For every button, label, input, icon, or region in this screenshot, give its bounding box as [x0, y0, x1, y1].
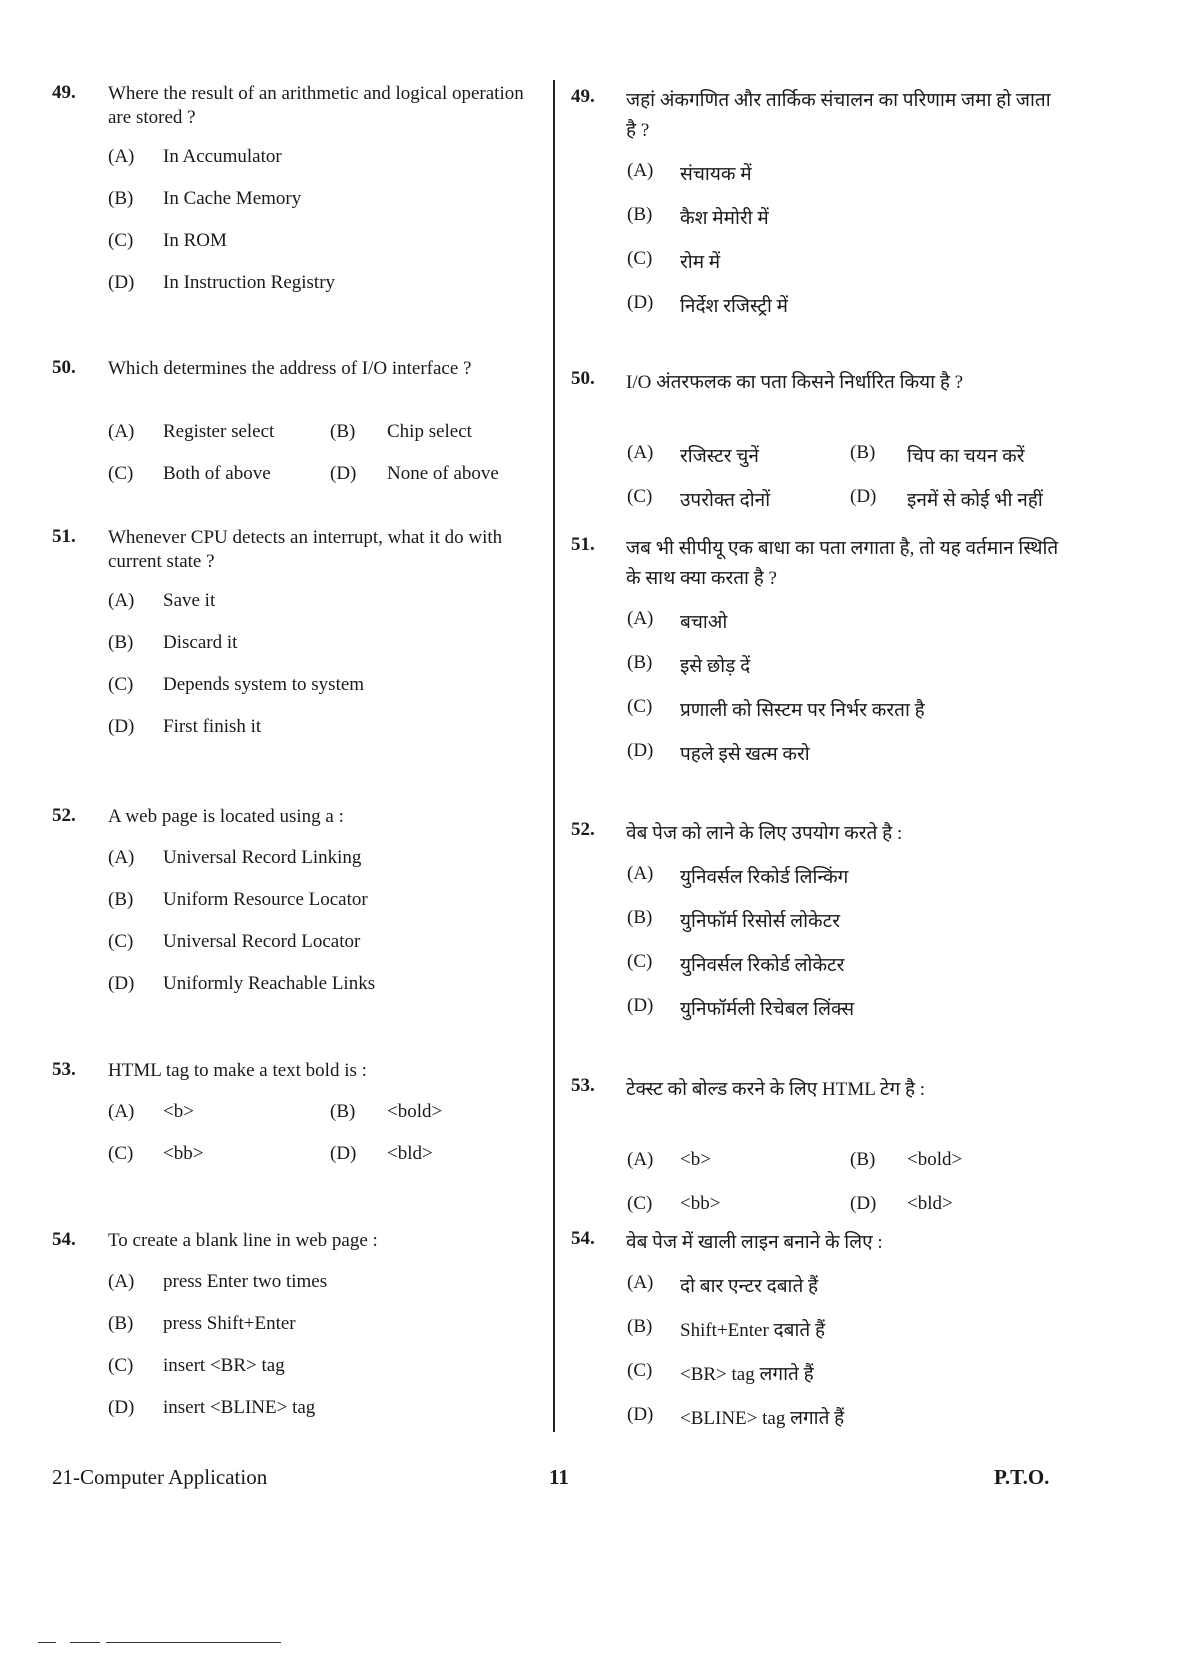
option-text: Uniformly Reachable Links [163, 973, 376, 994]
option-label: (B) [627, 1316, 653, 1337]
question-number: 51. [571, 534, 595, 555]
option-label: (C) [627, 486, 653, 507]
option-label: (C) [627, 1360, 653, 1381]
option-label: (B) [850, 442, 876, 463]
question-number: 49. [571, 86, 595, 107]
option-label: (A) [108, 590, 135, 611]
question-text: Where the result of an arithmetic and logical operation are stored ? [108, 83, 524, 128]
option-text: Both of above [163, 463, 271, 484]
pto-label: P.T.O. [994, 1465, 1050, 1489]
question-text: जहां अंकगणित और तार्किक संचालन का परिणाम जमा हो जाता है ? [626, 90, 1051, 141]
option-label: (A) [627, 160, 654, 181]
option-label: (D) [627, 995, 654, 1016]
option-label: (A) [627, 608, 654, 629]
option-label: (B) [850, 1149, 876, 1170]
option-label: (B) [627, 907, 653, 928]
option-text: insert <BLINE> tag [163, 1397, 316, 1418]
option-text: <bold> [387, 1101, 443, 1122]
option-label: (A) [627, 1149, 654, 1170]
option-text: press Enter two times [163, 1271, 328, 1292]
option-text: युनिफॉर्मली रिचेबल लिंक्स [680, 999, 855, 1020]
question-number: 53. [52, 1059, 76, 1080]
option-text: Depends system to system [163, 674, 365, 695]
option-text: <BLINE> tag लगाते हैं [680, 1408, 845, 1429]
question-text: वेब पेज को लाने के लिए उपयोग करते है : [626, 823, 903, 844]
option-text: दो बार एन्टर दबाते हैं [680, 1276, 819, 1297]
option-text: <bld> [387, 1143, 433, 1164]
option-label: (A) [627, 1272, 654, 1293]
option-label: (D) [627, 740, 654, 761]
option-text: In Accumulator [163, 146, 282, 167]
option-text: Universal Record Linking [163, 847, 362, 868]
option-text: In Cache Memory [163, 188, 302, 209]
option-text: <bold> [907, 1149, 963, 1170]
option-label: (D) [108, 716, 135, 737]
option-label: (D) [108, 1397, 135, 1418]
option-text: <bld> [907, 1193, 953, 1214]
option-text: कैश मेमोरी में [680, 208, 769, 229]
page-number: 11 [549, 1465, 569, 1489]
option-label: (A) [627, 863, 654, 884]
question-number: 53. [571, 1075, 595, 1096]
option-label: (D) [108, 272, 135, 293]
option-label: (A) [108, 421, 135, 442]
option-text: संचायक में [680, 164, 752, 185]
question-text: To create a blank line in web page : [108, 1230, 378, 1251]
question-text: HTML tag to make a text bold is : [108, 1060, 367, 1081]
column-divider [553, 80, 555, 1432]
option-label: (C) [108, 230, 134, 251]
option-label: (C) [108, 1355, 134, 1376]
option-text: press Shift+Enter [163, 1313, 296, 1334]
option-text: insert <BR> tag [163, 1355, 285, 1376]
option-text: रजिस्टर चुनें [680, 446, 759, 467]
option-label: (C) [108, 674, 134, 695]
option-label: (D) [330, 1143, 357, 1164]
option-label: (C) [627, 696, 653, 717]
option-text: <BR> tag लगाते हैं [680, 1364, 814, 1385]
question-number: 54. [571, 1228, 595, 1249]
option-text: <b> [680, 1149, 711, 1170]
question-text: वेब पेज में खाली लाइन बनाने के लिए : [626, 1232, 883, 1253]
option-label: (C) [108, 1143, 134, 1164]
bottom-rule [70, 1642, 100, 1643]
option-label: (D) [627, 1404, 654, 1425]
option-label: (B) [330, 421, 356, 442]
option-text: Discard it [163, 632, 238, 653]
option-label: (D) [330, 463, 357, 484]
question-number: 50. [52, 357, 76, 378]
question-number: 50. [571, 368, 595, 389]
footer-subject: 21-Computer Application [52, 1465, 268, 1489]
option-text: Save it [163, 590, 216, 611]
option-text: Register select [163, 421, 275, 442]
option-text: In ROM [163, 230, 227, 251]
option-label: (C) [108, 463, 134, 484]
option-text: प्रणाली को सिस्टम पर निर्भर करता है [680, 700, 925, 721]
option-text: इनमें से कोई भी नहीं [907, 490, 1043, 511]
option-label: (B) [627, 204, 653, 225]
option-text: Universal Record Locator [163, 931, 361, 952]
option-text: Shift+Enter दबाते हैं [680, 1320, 826, 1341]
question-text: Which determines the address of I/O interface ? [108, 358, 472, 379]
question-number: 54. [52, 1229, 76, 1250]
option-label: (A) [108, 146, 135, 167]
option-label: (C) [627, 951, 653, 972]
question-number: 49. [52, 82, 76, 103]
option-label: (A) [108, 1101, 135, 1122]
bottom-rule [38, 1642, 56, 1643]
option-label: (D) [627, 292, 654, 313]
option-text: Uniform Resource Locator [163, 889, 368, 910]
option-label: (B) [330, 1101, 356, 1122]
option-label: (D) [850, 486, 877, 507]
option-text: First finish it [163, 716, 262, 737]
option-text: निर्देश रजिस्ट्री में [680, 296, 789, 317]
question-text: A web page is located using a : [108, 806, 344, 827]
option-text: <b> [163, 1101, 194, 1122]
question-text: Whenever CPU detects an interrupt, what it do with current state ? [108, 527, 503, 572]
option-text: None of above [387, 463, 499, 484]
option-label: (B) [108, 1313, 134, 1334]
option-text: युनिफॉर्म रिसोर्स लोकेटर [680, 911, 840, 932]
question-number: 52. [571, 819, 595, 840]
option-label: (A) [108, 1271, 135, 1292]
option-text: युनिवर्सल रिकोर्ड लोकेटर [680, 955, 845, 976]
option-label: (C) [627, 1193, 653, 1214]
option-text: In Instruction Registry [163, 272, 336, 293]
question-number: 51. [52, 526, 76, 547]
option-text: रोम में [680, 252, 721, 273]
option-text: चिप का चयन करें [907, 446, 1025, 467]
option-text: पहले इसे खत्म करो [680, 744, 810, 765]
option-label: (B) [108, 188, 134, 209]
option-text: Chip select [387, 421, 472, 442]
option-label: (B) [627, 652, 653, 673]
option-text: बचाओ [680, 612, 728, 633]
question-text: जब भी सीपीयू एक बाधा का पता लगाता है, तो यह वर्तमान स्थिति के साथ क्या करता है ? [626, 538, 1059, 589]
option-label: (B) [108, 889, 134, 910]
option-label: (A) [627, 442, 654, 463]
option-text: युनिवर्सल रिकोर्ड लिन्किंग [680, 867, 849, 888]
bottom-rule [106, 1642, 281, 1643]
option-label: (B) [108, 632, 134, 653]
option-text: <bb> [163, 1143, 204, 1164]
option-label: (A) [108, 847, 135, 868]
question-number: 52. [52, 805, 76, 826]
option-label: (C) [627, 248, 653, 269]
option-text: उपरोक्त दोनों [680, 490, 771, 511]
option-label: (C) [108, 931, 134, 952]
question-text: टेक्स्ट को बोल्ड करने के लिए HTML टेग है : [626, 1079, 926, 1100]
option-label: (D) [850, 1193, 877, 1214]
option-text: इसे छोड़ दें [680, 656, 751, 677]
question-text: I/O अंतरफलक का पता किसने निर्धारित किया है ? [626, 372, 964, 393]
option-text: <bb> [680, 1193, 721, 1214]
option-label: (D) [108, 973, 135, 994]
